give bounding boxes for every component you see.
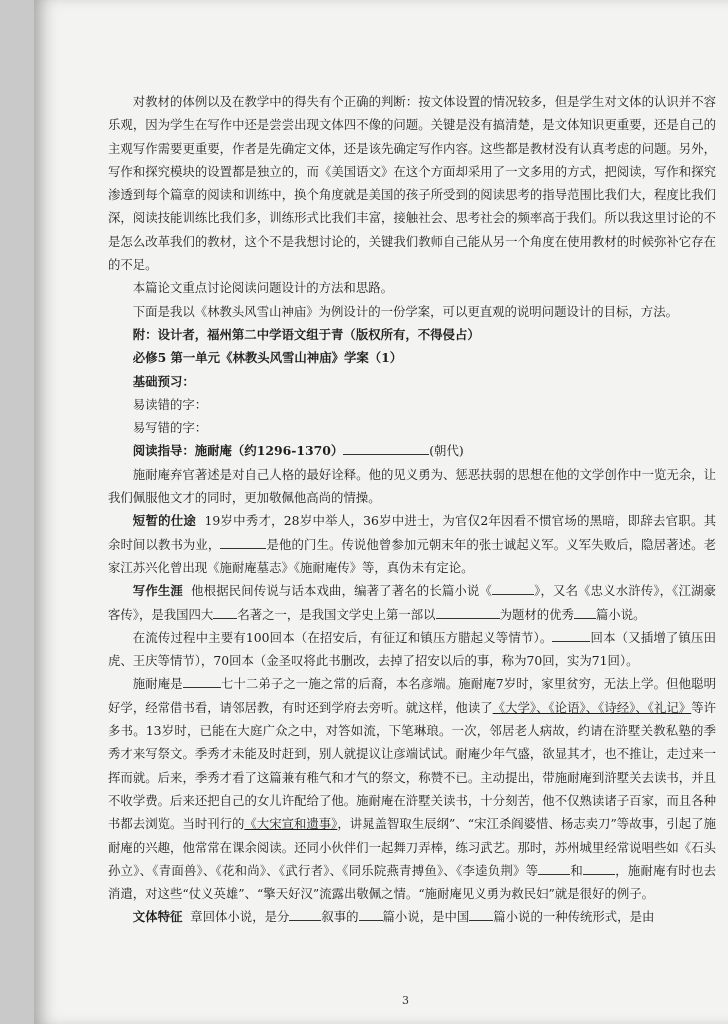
writing-text-c: 名著之一，是我国文学史上第一部以: [237, 606, 436, 622]
document-page: [34, 0, 728, 1024]
theme-blank: [436, 604, 500, 619]
novel-name-blank: [492, 580, 534, 595]
page-content: [108, 90, 716, 929]
style-text-d: 篇小说的一种传统形式，是由: [493, 909, 655, 925]
easy-miswrite-prompt: 易写错的字：: [132, 420, 208, 436]
teacher-blank: [183, 673, 221, 688]
writing-text-d: 为题材的优秀: [499, 606, 574, 622]
chapter-count-blank: [552, 627, 590, 642]
paragraph-writing-career: [108, 579, 716, 626]
paragraph-career: [108, 509, 716, 579]
paragraph-textbook-analysis: 对教材的体例以及在教学中的得失有个正确的判断：按文体设置的情况较多，但是学生对文体的认识并不容乐观，因为学生在写作中还是尝尝出现文体四不像的问题。关键是没有搞清楚，是文体知识更重要，还是自己的主观写作需要更重要，作者是先确定文体，还是该先确定写作内容。这些都是教材没有认真考虑的问题。另外，写作和探究模块的设置都是独立的，而《美国语文》在这个方面却采用了一文多用的方式，把阅读，写作和探究渗透到每个篇章的阅读和训练中，换个角度就是美国的孩子所受到的阅读思考的指导范围比我们大，程度比我们深，阅读技能训练比我们多，训练形式比我们丰富，接触社会、思考社会的频率高于我们。所以我这里讨论的不是怎么改革我们的教材，这个不是我想讨论的，关键我们教师自己能从另一个角度在使用教材的时候弥补它存在的不足。: [108, 94, 716, 273]
genre-blank-2: [583, 860, 615, 875]
style-label: 文体特征: [132, 909, 183, 925]
style-text-a: 章回体小说，是分: [190, 909, 290, 925]
basic-preview-heading: 基础预习：: [132, 373, 195, 389]
writing-text-a: 他根据民间传说与话本戏曲，编著了著名的长篇小说《: [191, 583, 493, 599]
dynasty-blank: [343, 440, 429, 455]
paragraph-biography: [108, 672, 716, 905]
style-blank-2: [359, 906, 383, 921]
career-label: 短暂的仕途: [132, 513, 197, 529]
career-text-a: 19岁中秀才，28岁中举人，36岁中进士，为官仅2年因看不惯官场的黑暗，即辞去官职。其余时间以教书为业，: [108, 513, 716, 552]
style-text-b: 叙事的: [321, 909, 359, 925]
style-blank-3: [469, 906, 493, 921]
paragraph-thesis-focus: 本篇论文重点讨论阅读问题设计的方法和思路。: [132, 280, 393, 296]
reading-guide-label: 阅读指导：: [132, 443, 195, 459]
writing-text-b: 》，又名《忠义水浒传》，《江湖豪客传》，是我国四大: [108, 583, 717, 622]
paragraph-circulation: [108, 626, 716, 673]
reading-guide: [108, 439, 716, 462]
page-number: 3: [402, 994, 409, 1007]
appendix-designer: 附：设计者，福州第二中学语文组于青（版权所有，不得侵占）: [132, 326, 480, 342]
bio-text-c: 等许多书。13岁时，已能在大庭广众之中，对答如流，下笔琳琅。一次，邻居老人病故，约请在浒墅关教私塾的季秀才来写祭文。季秀才未能及时赶到，别人就提议让彦端试试。耐庵少年气盛，欲显其才，也不推让，走过来一挥而就。后来，季秀才看了这篇兼有稚气和才气的祭文，称赞不已。主动提出，带施耐庵到浒墅关去读书，并且不收学费。后来还把自己的女儿许配给了他。施耐庵在浒墅关读书，十分刻苦，他不仅熟读诸子百家，而且各种书都去浏览。当时刊行的: [108, 699, 717, 832]
lesson-title: 必修5 第一单元《林教头风雪山神庙》学案（1）: [132, 350, 403, 366]
length-blank: [574, 604, 596, 619]
student-blank: [220, 534, 266, 549]
writing-text-e: 篇小说。: [595, 606, 646, 622]
bio-text-f: ，施耐庵有时也去消遣，对这些“仗义英雄”、“擎天好汉”流露出敬佩之情。“施耐庵见义勇为救民妇”就是很好的例子。: [108, 862, 717, 902]
paragraph-author-intro: 施耐庵弃官著述是对自己人格的最好诠释。他的见义勇为、惩恶扶弱的思想在他的文学创作中一览无余，让我们佩服他文才的同时，更加敬佩他高尚的情操。: [108, 466, 716, 506]
style-text-c: 篇小说，是中国: [382, 909, 470, 925]
bio-text-e: 和: [570, 862, 584, 878]
bio-book-xuanhe: 《大宋宣和遗事》: [244, 816, 338, 832]
bio-text-b: 七十二弟子之一施之常的后裔，本名彦端。施耐庵7岁时，家里贫穷，无法上学。但他聪明好学，经常借书看，请邻居教，有时还到学府去旁听。就这样，他读了: [108, 676, 717, 715]
circulation-text-b: 回本（又插增了镇压田虎、王庆等情节），70回本（金圣叹将此书删改，去掉了招安以后的事，称为70回，实为71回）。: [108, 629, 717, 669]
writing-label: 写作生涯: [132, 583, 183, 599]
style-blank-1: [289, 906, 321, 921]
genre-blank-1: [538, 860, 570, 875]
classics-blank: [213, 604, 237, 619]
bio-books: 《大学》、《论语》、《诗经》、《礼记》: [492, 699, 692, 715]
reading-guide-author: 施耐庵（约1296-1370）: [194, 443, 344, 459]
circulation-text-a: 在流传过程中主要有100回本（在招安后，有征辽和镇压方腊起义等情节）。: [132, 629, 553, 645]
dynasty-note: (朝代): [429, 443, 464, 459]
paragraph-example-intro: 下面是我以《林教头风雪山神庙》为例设计的一份学案，可以更直观的说明问题设计的目标，方法。: [132, 303, 678, 319]
bio-text-a: 施耐庵是: [132, 676, 183, 692]
bio-text-d: ，讲晁盖智取生辰纲”、“宋江杀阎婆惜、杨志卖刀”等故事，引起了施耐庵的兴趣，他常常在课余阅读。还同小伙伴们一起舞刀弄棒，练习武艺。那时，苏州城里经常说唱些如《石头孙立》、《青面兽》、《花和尚》、《武行者》、《同乐院燕青搏鱼》、《李逵负荆》等: [108, 816, 716, 878]
career-text-b: 是他的门生。传说他曾参加元朝末年的张士诚起义军。义军失败后，隐居著述。老家江苏兴化曾出现《施耐庵墓志》《施耐庵传》等，真伪未有定论。: [108, 536, 717, 575]
easy-misread-prompt: 易读错的字：: [132, 396, 208, 412]
paragraph-style: [108, 905, 716, 928]
